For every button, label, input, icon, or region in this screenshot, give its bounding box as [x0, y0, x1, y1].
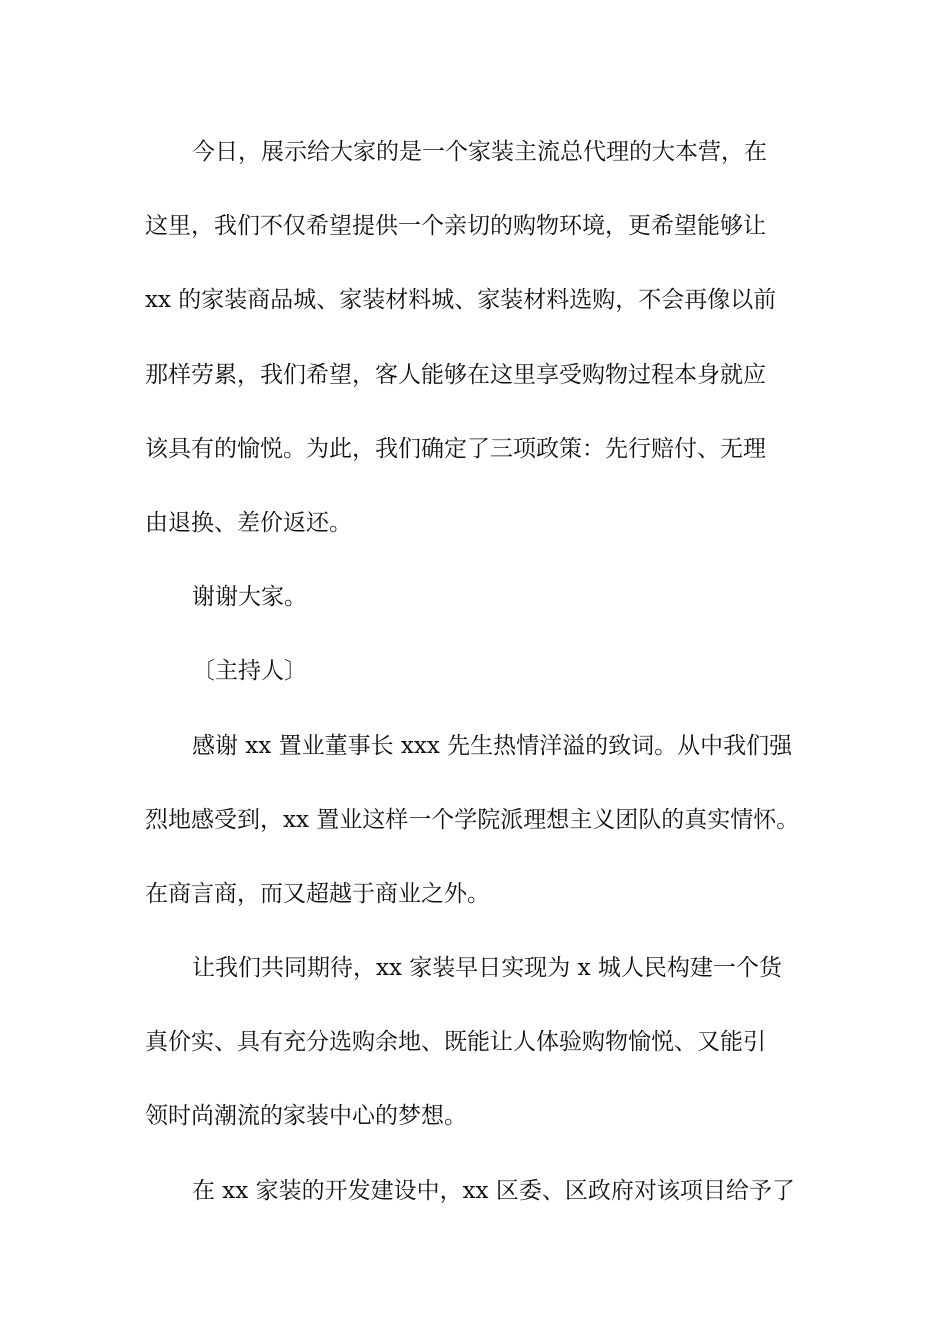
paragraph-line: 感谢 xx 置业董事长 xxx 先生热情洋溢的致词。从中我们强: [192, 732, 793, 759]
paragraph-line: 烈地感受到，xx 置业这样一个学院派理想主义团队的真实情怀。: [145, 806, 800, 833]
paragraph-line: 在 xx 家装的开发建设中，xx 区委、区政府对该项目给予了: [192, 1177, 795, 1204]
paragraph-line: 领时尚潮流的家装中心的梦想。: [145, 1103, 467, 1130]
speaker-label: 〔主持人〕: [192, 658, 307, 685]
paragraph-line: 让我们共同期待，xx 家装早日实现为 x 城人民构建一个货: [192, 955, 782, 982]
document-body: [145, 130, 810, 1243]
paragraph-line: xx 的家装商品城、家装材料城、家装材料选购，不会再像以前: [145, 287, 777, 314]
paragraph-line: 这里，我们不仅希望提供一个亲切的购物环境，更希望能够让: [145, 213, 766, 240]
paragraph-line: 真价实、具有充分选购余地、既能让人体验购物愉悦、又能引: [145, 1029, 766, 1056]
paragraph-line: 那样劳累，我们希望，客人能够在这里享受购物过程本身就应: [145, 361, 766, 388]
paragraph-line: 由退换、差价返还。: [145, 509, 352, 536]
paragraph-line: 该具有的愉悦。为此，我们确定了三项政策：先行赔付、无理: [145, 435, 766, 462]
paragraph-line: 谢谢大家。: [192, 584, 307, 611]
paragraph-line: 今日，展示给大家的是一个家装主流总代理的大本营，在: [192, 139, 767, 165]
paragraph-line: 在商言商，而又超越于商业之外。: [145, 880, 490, 907]
